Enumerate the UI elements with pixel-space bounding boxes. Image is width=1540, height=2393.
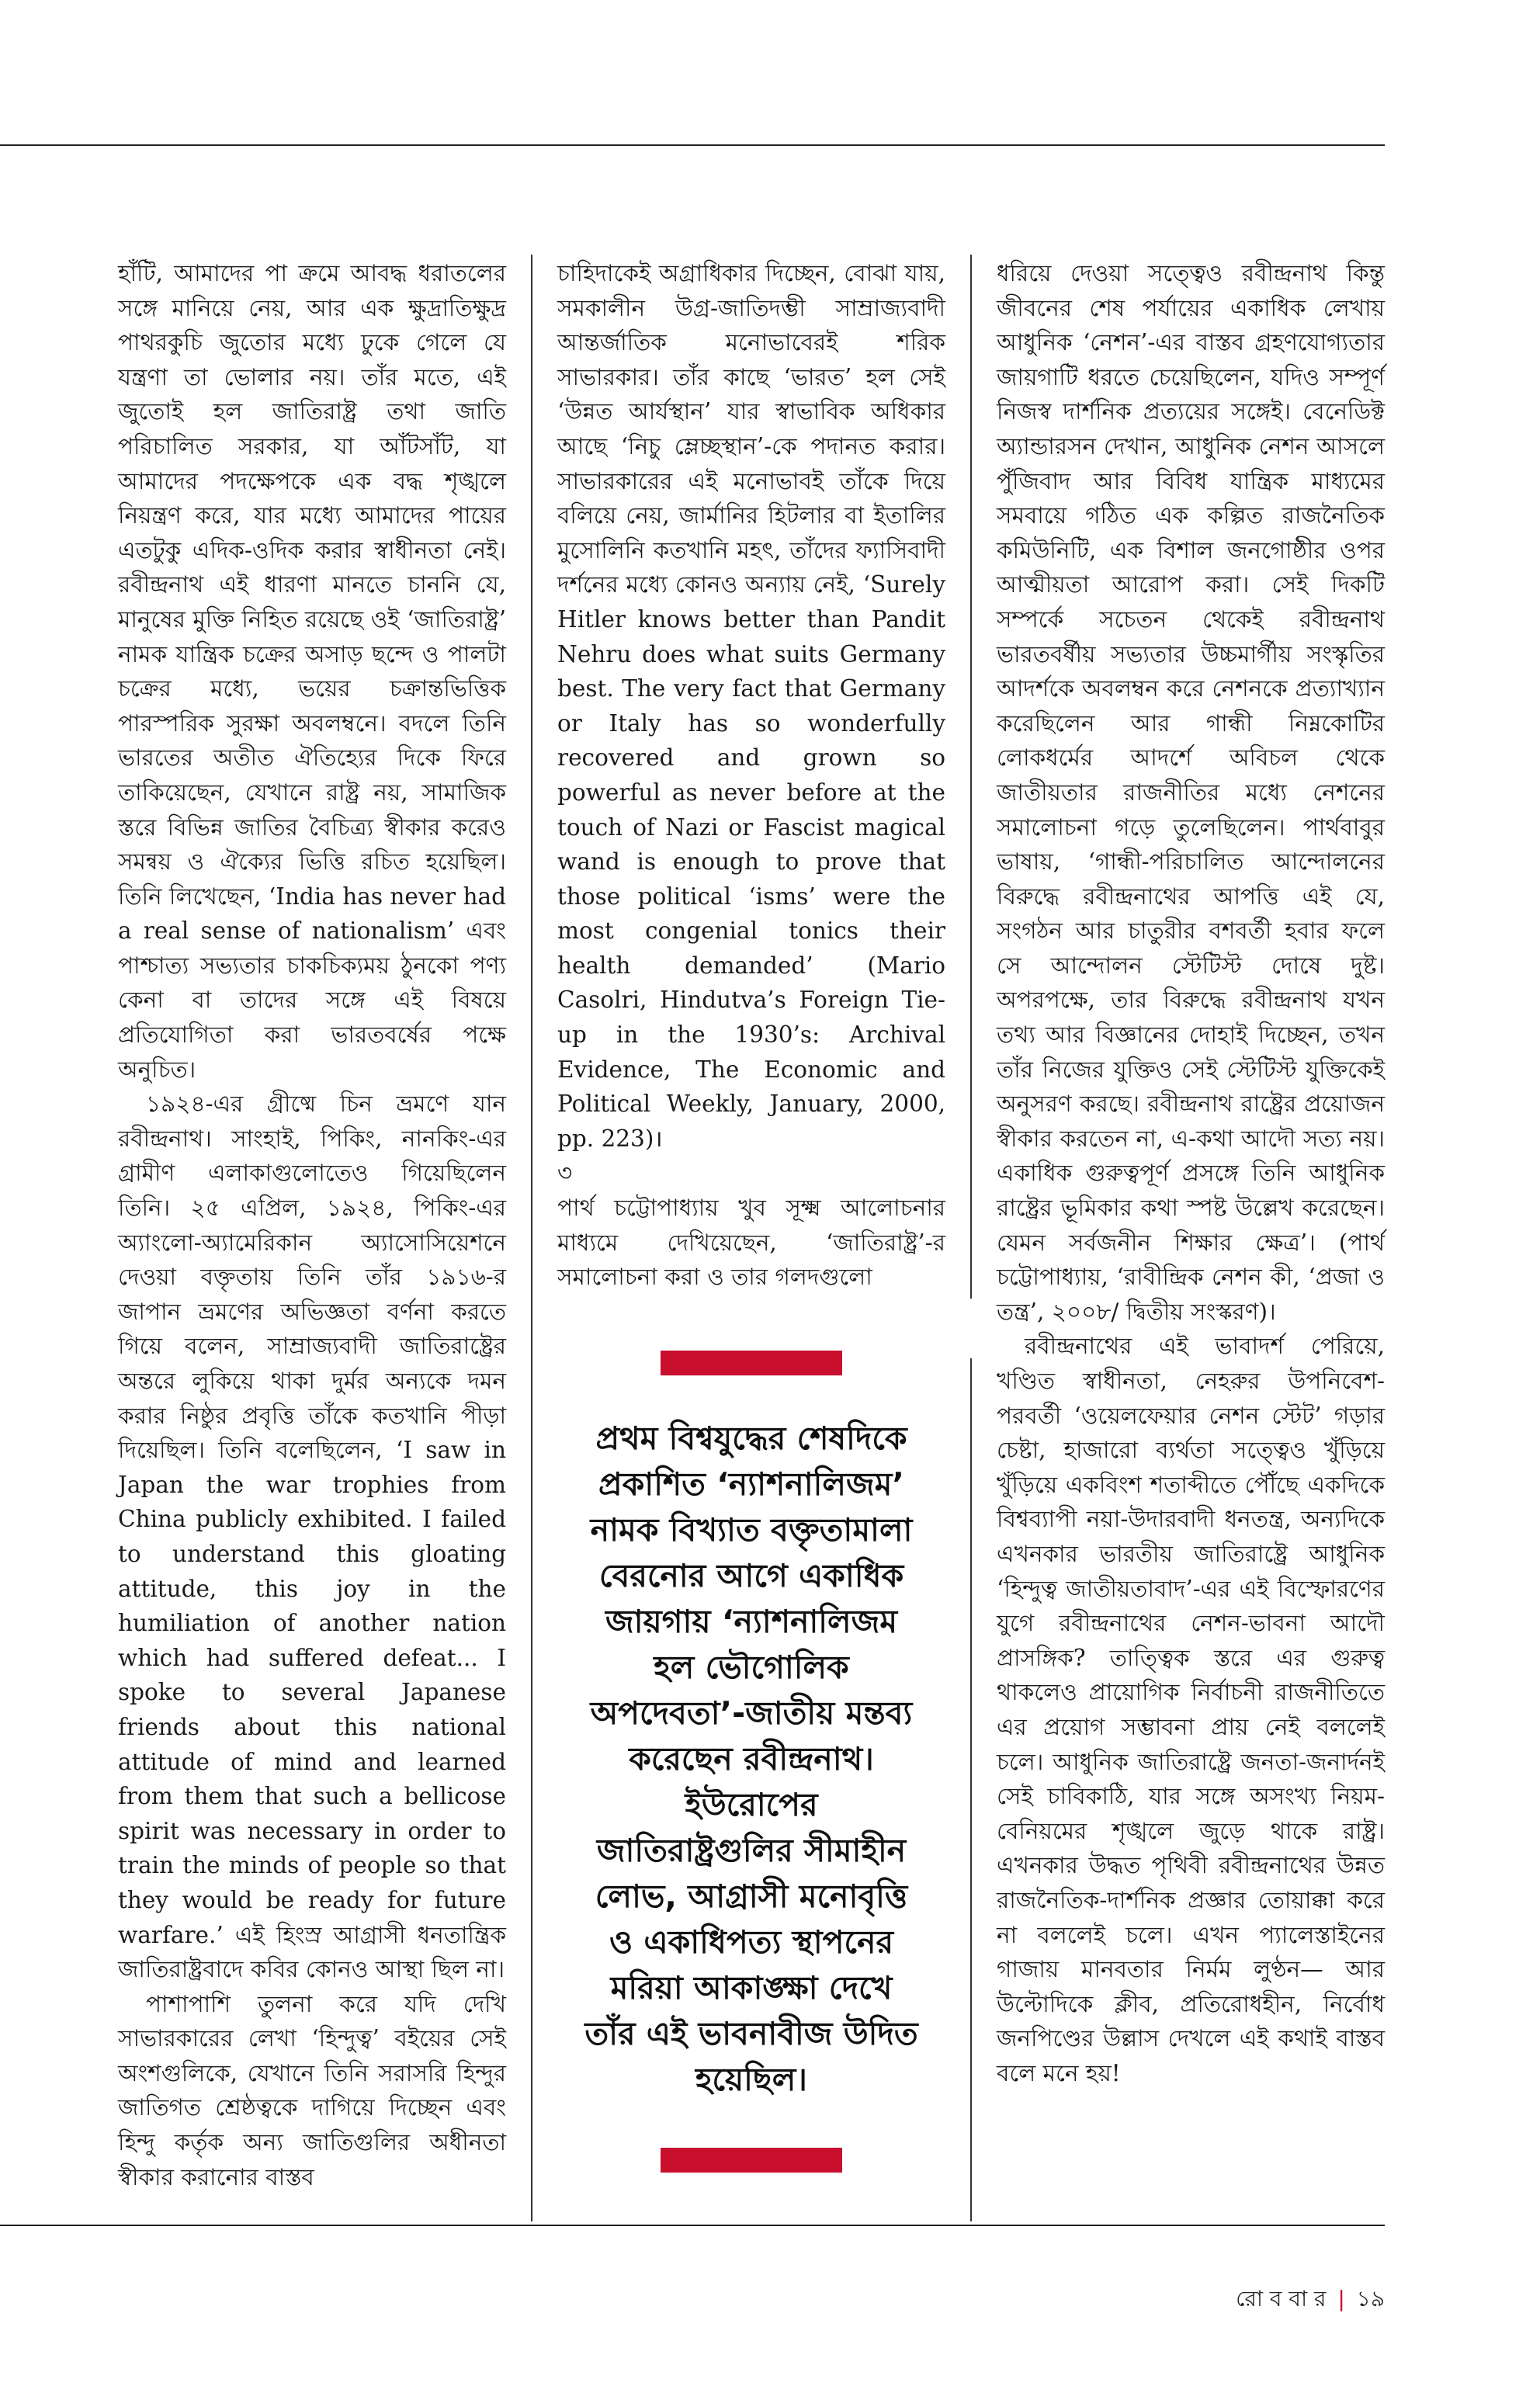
page-footer xyxy=(1236,2282,1385,2318)
column-1-paragraph-1: হাঁটি, আমাদের পা ক্রমে আবদ্ধ ধরাতলের সঙ্গে মানিয়ে নেয়, আর এক ক্ষুদ্রাতিক্ষুদ্র পাথরকুচি জুতোর মধ্যে ঢুকে গেলে যে যন্ত্রণা তা ভোলার নয়। তাঁর মতে, এই জুতোই হল জাতিরাষ্ট্র তথা জাতি পরিচালিত সরকার, যা আঁটসাঁট, যা আমাদের পদক্ষেপকে এক বদ্ধ শৃঙ্খলে নিয়ন্ত্রণ করে, যার মধ্যে আমাদের পায়ের এতটুকু এদিক-ওদিক করার স্বাধীনতা নেই। রবীন্দ্রনাথ এই ধারণা মানতে চাননি যে, মানুষের মুক্তি নিহিত রয়েছে ওই ‘জাতিরাষ্ট্র’ নামক যান্ত্রিক চক্রের অসাড় ছন্দে ও পালটা চক্রের মধ্যে, ভয়ের চক্রান্তভিত্তিক পারস্পরিক সুরক্ষা অবলম্বনে। বদলে তিনি ভারতের অতীত ঐতিহ্যের দিকে ফিরে তাকিয়েছেন, যেখানে রাষ্ট্র নয়, সামাজিক স্তরে বিভিন্ন জাতির বৈচিত্র্য স্বীকার করেও সমন্বয় ও ঐক্যের ভিত্তি রচিত হয়েছিল। তিনি লিখেছেন, ‘India has never had a real sense of nationalism’ এবং পাশ্চাত্য সভ্যতার চাকচিক্যময় ঠুনকো পণ্য কেনা বা তাদের সঙ্গে এই বিষয়ে প্রতিযোগিতা করা ভারতবর্ষের পক্ষে অনুচিত। xyxy=(118,260,506,1083)
column-2-paragraph-1: চাহিদাকেই অগ্রাধিকার দিচ্ছেন, বোঝা যায়, সমকালীন উগ্র-জাতিদম্ভী সাম্রাজ্যবাদী আন্তর্জাতিক মনোভাবেরই শরিক সাভারকার। তাঁর কাছে ‘ভারত’ হল সেই ‘উন্নত আর্যস্থান’ যার স্বাভাবিক অধিকার আছে ‘নিচু ম্লেচ্ছস্থান’-কে পদানত করার। সাভারকারের এই মনোভাবই তাঁকে দিয়ে বলিয়ে নেয়, জার্মানির হিটলার বা ইতালির মুসোলিনি কতখানি মহৎ, তাঁদের ফ্যাসিবাদী দর্শনের মধ্যে কোনও অন্যায় নেই, ‘Surely Hitler knows better than Pandit Nehru does what suits Germany best. The very fact that Germany or Italy has so wonderfully recovered and grown so powerful as never before at the touch of Nazi or Fascist magical wand is enough to prove that those political ‘isms’ were the most congenial tonics their health demanded’ (Mario Casolri, Hindutva’s Foreign Tie-up in the 1930’s: Archival Evidence, The Economic and Political Weekly, January, 2000, pp. 223)। xyxy=(557,260,945,1152)
pull-quote-bottom-bar xyxy=(661,2148,842,2173)
top-rule xyxy=(0,144,1385,146)
article-column-3 xyxy=(997,256,1385,2090)
column-divider-2-upper xyxy=(970,255,972,1299)
column-divider-1 xyxy=(531,255,532,2221)
column-3-paragraph-1: ধরিয়ে দেওয়া সত্ত্বেও রবীন্দ্রনাথ কিন্তু জীবনের শেষ পর্যায়ের একাধিক লেখায় আধুনিক ‘নেশন’-এর বাস্তব গ্রহণযোগ্যতার জায়গাটি ধরতে চেয়েছিলেন, যদিও সম্পূর্ণ নিজস্ব দার্শনিক প্রত্যয়ের সঙ্গেই। বেনেডিক্ট অ্যান্ডারসন দেখান, আধুনিক নেশন আসলে পুঁজিবাদ আর বিবিধ যান্ত্রিক মাধ্যমের সমবায়ে গঠিত এক কল্পিত রাজনৈতিক কমিউনিটি, এক বিশাল জনগোষ্ঠীর ওপর আত্মীয়তা আরোপ করা। সেই দিকটি সম্পর্কে সচেতন থেকেই রবীন্দ্রনাথ ভারতবর্ষীয় সভ্যতার উচ্চমার্গীয় সংস্কৃতির আদর্শকে অবলম্বন করে নেশনকে প্রত্যাখ্যান করেছিলেন আর গান্ধী নিম্নকোটির লোকধর্মের আদর্শে অবিচল থেকে জাতীয়তার রাজনীতির মধ্যে নেশনের সমালোচনা গড়ে তুলেছিলেন। পার্থবাবুর ভাষায়, ‘গান্ধী-পরিচালিত আন্দোলনের বিরুদ্ধে রবীন্দ্রনাথের আপত্তি এই যে, সংগঠন আর চাতুরীর বশবর্তী হবার ফলে সে আন্দোলন স্টেটিস্ট দোষে দুষ্ট। অপরপক্ষে, তার বিরুদ্ধে রবীন্দ্রনাথ যখন তথ্য আর বিজ্ঞানের দোহাই দিচ্ছেন, তখন তাঁর নিজের যুক্তিও সেই স্টেটিস্ট যুক্তিকেই অনুসরণ করছে। রবীন্দ্রনাথ রাষ্ট্রের প্রয়োজন স্বীকার করতেন না, এ-কথা আদৌ সত্য নয়। একাধিক গুরুত্বপূর্ণ প্রসঙ্গে তিনি আধুনিক রাষ্ট্রের ভূমিকার কথা স্পষ্ট উল্লেখ করেছেন। যেমন সর্বজনীন শিক্ষার ক্ষেত্র’। (পার্থ চট্টোপাধ্যায়, ‘রাবীন্দ্রিক নেশন কী, ‘প্রজা ও তন্ত্র’, ২০০৮/ দ্বিতীয় সংস্করণ)। xyxy=(997,260,1385,1325)
pull-quote xyxy=(584,1351,919,2173)
article-column-2 xyxy=(557,256,945,1295)
column-1-paragraph-2: ১৯২৪-এর গ্রীষ্মে চিন ভ্রমণে যান রবীন্দ্রনাথ। সাংহাই, পিকিং, নানকিং-এর গ্রামীণ এলাকাগুলোতেও গিয়েছিলেন তিনি। ২৫ এপ্রিল, ১৯২৪, পিকিং-এর অ্যাংলো-অ্যামেরিকান অ্যাসোসিয়েশনে দেওয়া বক্তৃতায় তিনি তাঁর ১৯১৬-র জাপান ভ্রমণের অভিজ্ঞতা বর্ণনা করতে গিয়ে বলেন, সাম্রাজ্যবাদী জাতিরাষ্ট্রের অন্তরে লুকিয়ে থাকা দুর্মর অন্যকে দমন করার নিষ্ঠুর প্রবৃত্তি তাঁকে কতখানি পীড়া দিয়েছিল। তিনি বলেছিলেন, ‘I saw in Japan the war trophies from China publicly exhibited. I failed to understand this gloating attitude, this joy in the humiliation of another nation which had suffered defeat... I spoke to several Japanese friends about this national attitude of mind and learned from them that such a bellicose spirit was necessary in order to train the minds of people so that they would be ready for future warfare.’ এই হিংস্র আগ্রাসী ধনতান্ত্রিক জাতিরাষ্ট্রবাদে কবির কোনও আস্থা ছিল না। xyxy=(118,1091,506,1983)
section-number: ৩ xyxy=(557,1160,573,1187)
column-2-paragraph-2: পার্থ চট্টোপাধ্যায় খুব সূক্ষ্ম আলোচনার মাধ্যমে দেখিয়েছেন, ‘জাতিরাষ্ট্র’-র সমালোচনা করা ও তার গলদগুলো xyxy=(557,1195,945,1291)
page-number: ১৯ xyxy=(1356,2286,1385,2311)
column-divider-2-lower xyxy=(970,1358,972,2221)
article-column-1 xyxy=(118,256,506,2194)
footer-separator: | xyxy=(1337,2286,1345,2311)
column-1-paragraph-3: পাশাপাশি তুলনা করে যদি দেখি সাভারকারের লেখা ‘হিন্দুত্ব’ বইয়ের সেই অংশগুলিকে, যেখানে তিনি সরাসরি হিন্দুর জাতিগত শ্রেষ্ঠত্বকে দাগিয়ে দিচ্ছেন এবং হিন্দু কর্তৃক অন্য জাতিগুলির অধীনতা স্বীকার করানোর বাস্তব xyxy=(118,1990,506,2190)
pull-quote-text: প্রথম বিশ্বযুদ্ধের শেষদিকে প্রকাশিত ‘ন্যাশনালিজম’ নামক বিখ্যাত বক্তৃতামালা বেরনোর আগে একাধিক জায়গায় ‘ন্যাশনালিজম হল ভৌগোলিক অপদেবতা’-জাতীয় মন্তব্য করেছেন রবীন্দ্রনাথ। ইউরোপের জাতিরাষ্ট্রগুলির সীমাহীন লোভ, আগ্রাসী মনোবৃত্তি ও একাধিপত্য স্থাপনের মরিয়া আকাঙ্ক্ষা দেখে তাঁর এই ভাবনাবীজ উদিত হয়েছিল। xyxy=(584,1420,918,2098)
magazine-name: রো ব বা র xyxy=(1236,2286,1327,2311)
column-3-paragraph-2: রবীন্দ্রনাথের এই ভাবাদর্শ পেরিয়ে, খণ্ডিত স্বাধীনতা, নেহরুর উপনিবেশ-পরবর্তী ‘ওয়েলফেয়ার নেশন স্টেট’ গড়ার চেষ্টা, হাজারো ব্যর্থতা সত্ত্বেও খুঁড়িয়ে খুঁড়িয়ে একবিংশ শতাব্দীতে পৌঁছে একদিকে বিশ্বব্যাপী নয়া-উদারবাদী ধনতন্ত্র, অন্যদিকে এখনকার ভারতীয় জাতিরাষ্ট্রে আধুনিক ‘হিন্দুত্ব জাতীয়তাবাদ’-এর এই বিস্ফোরণের যুগে রবীন্দ্রনাথের নেশন-ভাবনা আদৌ প্রাসঙ্গিক? তাত্ত্বিক স্তরে এর গুরুত্ব থাকলেও প্রায়োগিক নির্বাচনী রাজনীতিতে এর প্রয়োগ সম্ভাবনা প্রায় নেই বললেই চলে। আধুনিক জাতিরাষ্ট্রে জনতা-জনার্দনই সেই চাবিকাঠি, যার সঙ্গে অসংখ্য নিয়ম-বেনিয়মের শৃঙ্খলে জুড়ে থাকে রাষ্ট্র। এখনকার উদ্ধত পৃথিবী রবীন্দ্রনাথের উন্নত রাজনৈতিক-দার্শনিক প্রজ্ঞার তোয়াক্কা করে না বললেই চলে। এখন প্যালেস্তাইনের গাজায় মানবতার নির্মম লুণ্ঠন— আর উল্টোদিকে ক্লীব, প্রতিরোধহীন, নির্বোধ জনপিণ্ডের উল্লাস দেখলে এই কথাই বাস্তব বলে মনে হয়! xyxy=(997,1333,1385,2086)
bottom-rule xyxy=(0,2225,1385,2226)
pull-quote-top-bar xyxy=(661,1351,842,1375)
